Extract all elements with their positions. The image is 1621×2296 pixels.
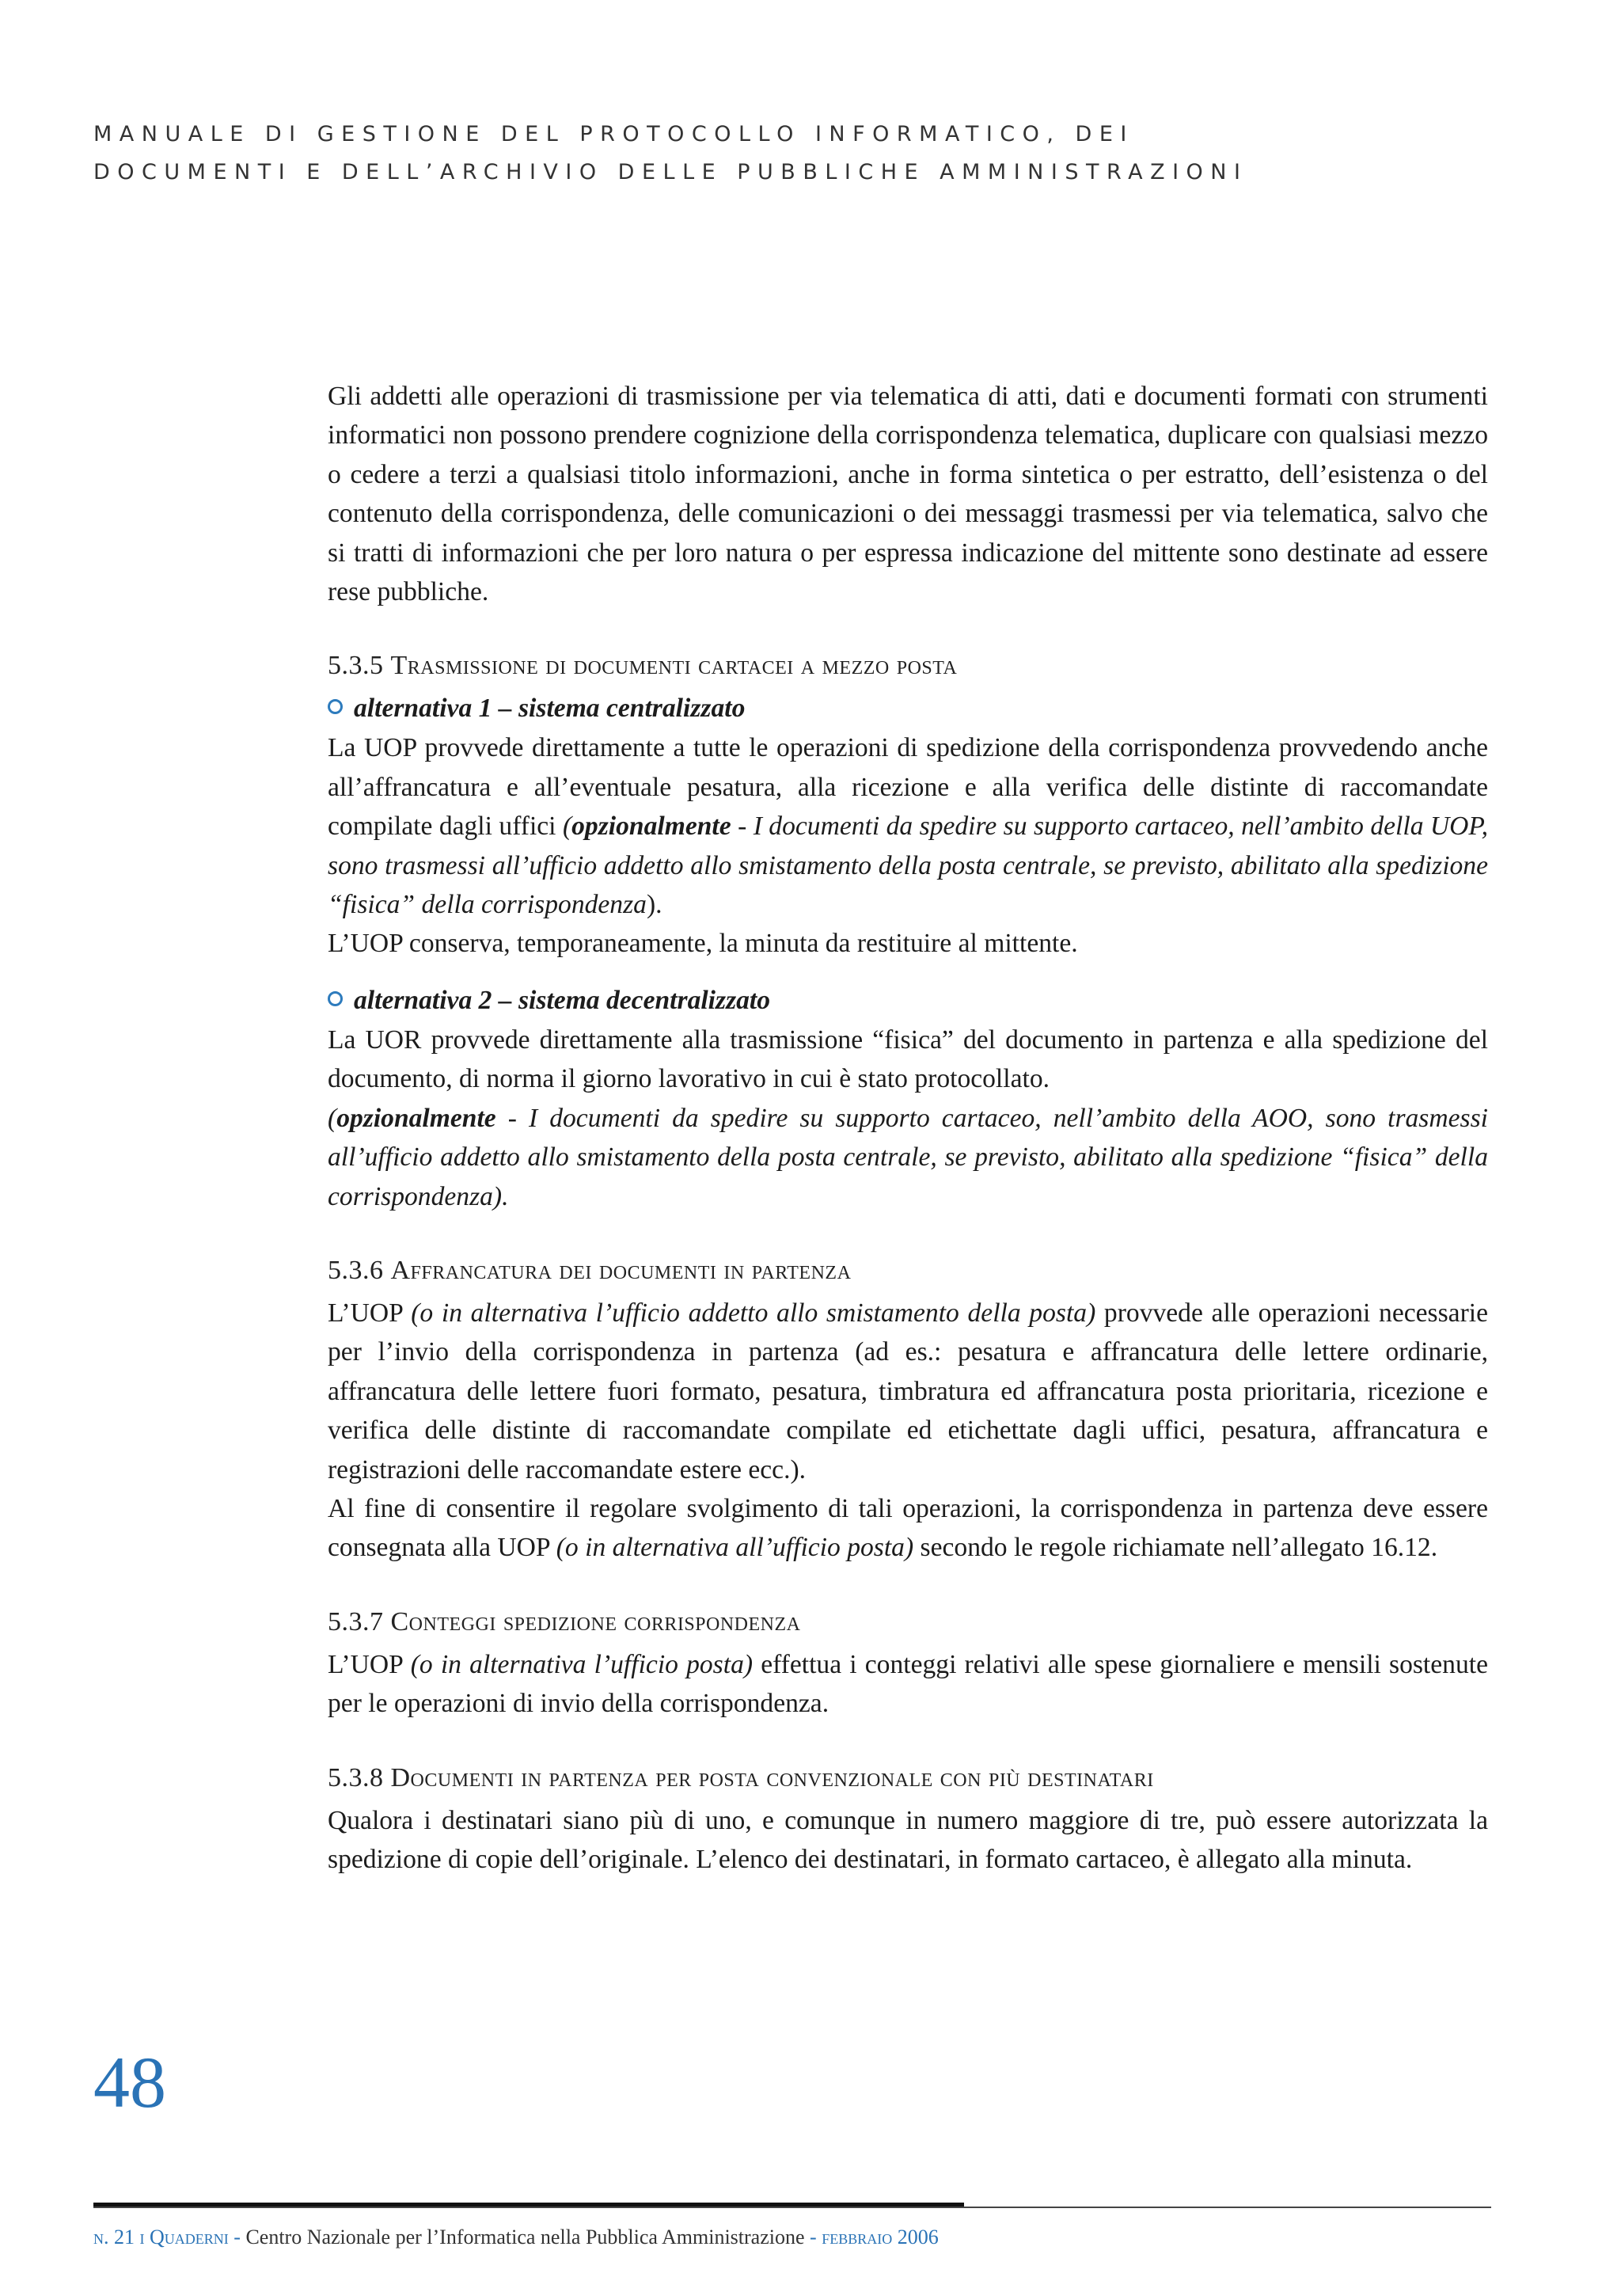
- text: effettua i conteggi relativi alle spese giornaliere e mensili sostenute per le operazioni di invio della corrispondenza.: [328, 1649, 1488, 1719]
- section-heading-5-3-5: [328, 646, 1488, 686]
- running-header-line-2: DOCUMENTI E DELL’ARCHIVIO DELLE PUBBLICHE AMMINISTRAZIONI: [93, 160, 1248, 184]
- alt1-text: La UOP provvede direttamente a tutte le operazioni di spedizione della corrispondenza provvedendo anche all’affrancatura e all’eventuale pesatura, alla ricezione e alla verifica delle distinte di raccomandate compilate dagli uffici: [328, 733, 1488, 842]
- section-heading-5-3-6: [328, 1251, 1488, 1291]
- section-number: 5.3.6: [328, 1255, 384, 1285]
- alternative-2-paragraph: La UOR provvede direttamente alla trasmissione “fisica” del documento in partenza e alla spedizione del documento, di norma il giorno lavorativo in cui è stato protocollato.: [328, 1024, 1488, 1094]
- footer-separator: -: [228, 2226, 246, 2248]
- alternative-1-note: L’UOP conserva, temporaneamente, la minuta da restituire al mittente.: [328, 929, 1078, 959]
- text: L’UOP: [328, 1298, 412, 1328]
- alt1-paren: (: [562, 812, 572, 842]
- circle-bullet-icon: [328, 699, 343, 714]
- section-5-3-6-paragraph-1: [328, 1294, 1488, 1489]
- alternative-1-title: alternativa 1 – sistema centralizzato: [354, 694, 746, 724]
- alt2-optional-text: - I documenti da spedire su supporto cartaceo, nell’ambito della AOO, sono trasmessi all’ufficio addetto allo smistamento della posta centrale, se previsto, abilitato alla spedizione “fisica” della corrispondenza).: [328, 1103, 1488, 1211]
- section-5-3-6-paragraph-2: [328, 1489, 1488, 1568]
- alternative-1-paragraph: [328, 728, 1488, 924]
- alt1-close: ).: [646, 890, 662, 920]
- section-title: Affrancatura dei documenti in partenza: [390, 1255, 852, 1285]
- intro-paragraph: Gli addetti alle operazioni di trasmissione per via telematica di atti, dati e documenti formati con strumenti informatici non possono prendere cognizione della corrispondenza telematica, duplicare con qualsiasi mezzo o cedere a terzi a qualsiasi titolo informazioni, anche in forma sintetica o per estratto, dell’esistenza o del contenuto della corrispondenza, delle comunicazioni o dei messaggi trasmessi per via telematica, salvo che si tratti di informazioni che per loro natura o per espressa indicazione del mittente sono destinate ad essere rese pubbliche.: [328, 382, 1488, 607]
- section-number: 5.3.8: [328, 1762, 384, 1792]
- section-title: Conteggi spedizione corrispondenza: [390, 1606, 801, 1636]
- footer-date: febbraio 2006: [822, 2226, 939, 2248]
- circle-bullet-icon: [328, 991, 343, 1006]
- section-number: 5.3.7: [328, 1606, 384, 1636]
- italic-text: (o in alternativa l’ufficio posta): [410, 1649, 754, 1679]
- text: L’UOP: [328, 1649, 411, 1679]
- text: provvede alle operazioni necessarie per l’invio della corrispondenza in partenza (ad es.: pesatura e affrancatura delle lettere ordinarie, affrancatura delle lettere fuori formato, pesatura, timbratura ed affrancatura posta prioritaria, ricezione e verifica delle distinte di raccomandate compilate ed etichettate dagli uffici, pesatura, affrancatura e registrazioni delle raccomandate estere ecc.).: [328, 1298, 1489, 1484]
- alt1-optional-label: opzionalmente: [571, 812, 731, 842]
- text: secondo le regole richiamate nell’allegato 16.12.: [913, 1533, 1438, 1563]
- section-heading-5-3-7: [328, 1602, 1488, 1642]
- footer-issue: n. 21 i Quaderni: [93, 2226, 229, 2248]
- italic-text: (o in alternativa l’ufficio addetto allo smistamento della posta): [411, 1298, 1096, 1328]
- footer-rule: [93, 2207, 1491, 2208]
- italic-text: (o in alternativa all’ufficio posta): [556, 1533, 914, 1563]
- alt2-paren: (: [328, 1103, 337, 1133]
- section-5-3-7-paragraph: [328, 1645, 1488, 1724]
- running-header-line-1: MANUALE DI GESTIONE DEL PROTOCOLLO INFORMATICO, DEI: [93, 122, 1134, 146]
- alt2-optional-label: opzionalmente: [336, 1103, 496, 1133]
- page-content: [328, 377, 1488, 1879]
- section-5-3-8-paragraph: Qualora i destinatari siano più di uno, e comunque in numero maggiore di tre, può essere autorizzata la spedizione di copie dell’originale. L’elenco dei destinatari, in formato cartaceo, è allegato alla minuta.: [328, 1805, 1488, 1874]
- page-number: 48: [93, 2042, 166, 2123]
- page-footer: [93, 2223, 1518, 2252]
- footer-separator: -: [804, 2226, 822, 2248]
- text: Al fine di consentire il regolare svolgimento di tali operazioni, la corrispondenza in partenza deve essere consegnata alla UOP: [328, 1493, 1488, 1563]
- alternative-1-heading: [328, 689, 1488, 728]
- section-number: 5.3.5: [328, 651, 384, 681]
- alternative-2-heading: [328, 981, 1488, 1021]
- section-title: Documenti in partenza per posta convenzionale con più destinatari: [390, 1762, 1154, 1792]
- alt1-optional-text: - I documenti da spedire su supporto cartaceo, nell’ambito della UOP, sono trasmessi all’ufficio addetto allo smistamento della posta centrale, se previsto, abilitato alla spedizione “fisica” della corrispondenza: [328, 812, 1488, 920]
- alternative-2-optional: [328, 1099, 1488, 1216]
- footer-organization: Centro Nazionale per l’Informatica nella Pubblica Amministrazione: [245, 2226, 805, 2248]
- alternative-2-title: alternativa 2 – sistema decentralizzato: [354, 985, 771, 1015]
- section-title: Trasmissione di documenti cartacei a mezzo posta: [390, 651, 958, 681]
- running-header: [93, 116, 1534, 192]
- section-heading-5-3-8: [328, 1758, 1488, 1798]
